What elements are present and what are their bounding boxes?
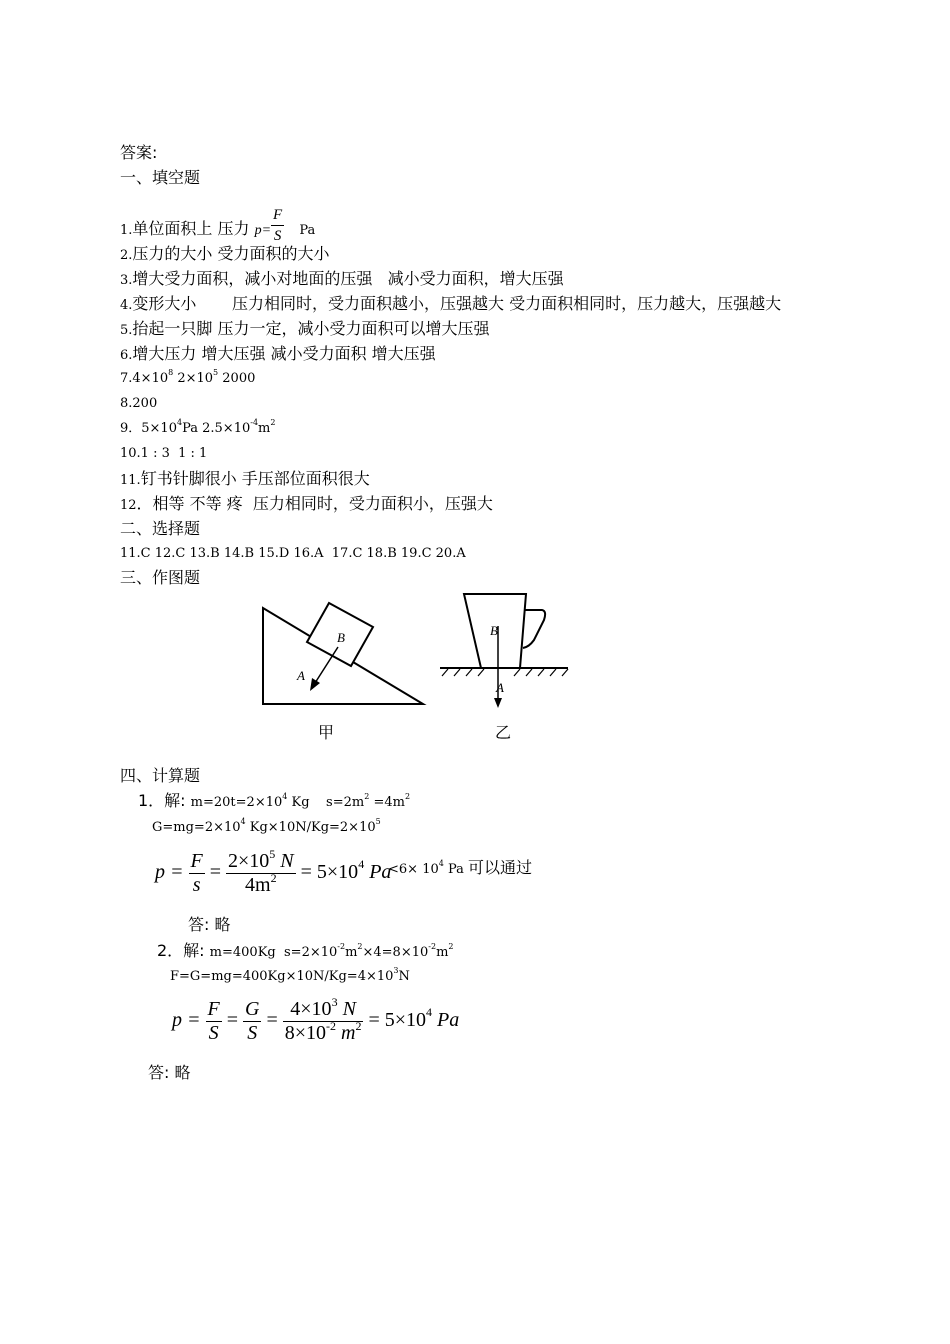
calc2-equation — [172, 995, 460, 1045]
calc2-eq-denexp: -2 — [326, 1019, 337, 1033]
calc2-eq-num: 4×10 — [290, 998, 332, 1020]
calc2-answer: 答: 略 — [148, 1063, 191, 1082]
calc1-eq-frac2-num — [226, 847, 296, 874]
calc1-l2b: Kg×10N/Kg=2×10 — [245, 820, 376, 835]
q1-p: p= — [254, 223, 272, 238]
pressure-arrowhead — [310, 678, 320, 691]
calc1-answer: 答: 略 — [188, 915, 231, 934]
q10-line: 10.1 : 3 1 : 1 — [120, 446, 208, 461]
q1-unit: Pa — [299, 223, 316, 238]
q2-num: 2. — [120, 248, 133, 263]
calc2-line1 — [157, 941, 453, 963]
ground-hatch — [442, 669, 568, 676]
calc2-eq-frac3 — [283, 995, 364, 1045]
calc1-cmp-e: 4 — [438, 859, 444, 868]
calc1-line2 — [152, 818, 381, 838]
q4-text: 变形大小 压力相同时，受力面积越小，压强越大 受力面积相同时，压力越大，压强越大 — [132, 294, 782, 313]
calc2-l1b: m — [345, 945, 358, 960]
calc2-eq-result: = 5×10 — [368, 1009, 427, 1032]
calc2-l1c: ×4=8×10 — [362, 945, 429, 960]
calc1-l1b: Kg s=2m — [287, 795, 365, 810]
q1-line — [120, 205, 315, 246]
choice-answers: 11.C 12.C 13.B 14.B 15.D 16.A 17.C 18.B 19.C 20.A — [120, 546, 466, 561]
q5-text: 抬起一只脚 压力一定，减小受力面积可以增大压强 — [132, 319, 490, 338]
q3-text: 增大受力面积，减小对地面的压强 减小受力面积，增大压强 — [132, 269, 564, 288]
calc1-eq-denexp: 2 — [270, 871, 277, 885]
calc1-eq-den: 4m — [245, 874, 271, 896]
section-choice-title: 二、选择题 — [120, 519, 201, 538]
calc2-l1d: m — [436, 945, 449, 960]
figure-cup — [436, 590, 572, 720]
calc2-label: 2．解: — [157, 941, 210, 960]
calc2-eq-frac2-num: G — [245, 998, 260, 1020]
calc1-eq-numunit: N — [275, 850, 294, 872]
calc2-eq-denunit: m — [336, 1022, 356, 1044]
calc2-eq-frac2-den: S — [247, 1022, 258, 1044]
calc2-l1e: -2 — [337, 942, 346, 951]
q11-text: 钉书针脚很小 手压部位面积很大 — [140, 469, 370, 488]
q6-line — [120, 344, 436, 366]
calc1-l2e: 4 — [240, 817, 246, 826]
calc2-l1a: m=400Kg s=2×10 — [209, 945, 338, 960]
q4-line — [120, 294, 781, 316]
calc1-eq-frac1 — [189, 850, 205, 897]
q12-line — [120, 494, 493, 516]
calc2-l1e3: -2 — [428, 942, 437, 951]
calc1-eq-frac2-den — [226, 871, 296, 897]
section-fill-blank-title: 一、填空题 — [120, 168, 201, 187]
section-calc-title: 四、计算题 — [120, 766, 201, 785]
calc2-eq-numexp: 3 — [331, 995, 338, 1009]
calc2-l1e2: 2 — [357, 942, 363, 951]
calc1-eq-runit: Pa — [364, 861, 392, 884]
q7-exp1: 8 — [168, 368, 174, 377]
q12-text: ．相等 不等 疼 压力相同时，受力面积小，压强大 — [136, 494, 493, 513]
calc2-l1e4: 2 — [448, 942, 454, 951]
q1-num: 1. — [120, 223, 133, 238]
calc1-l2a: G=mg=2×10 — [152, 820, 241, 835]
cup-pressure-arrowhead — [494, 698, 502, 708]
calc2-l2e: 3 — [393, 966, 399, 975]
calc2-given — [209, 942, 454, 960]
q7-c: 2000 — [218, 371, 256, 386]
calc2-eq-p: p = — [172, 1009, 201, 1032]
calc2-eq-runit: Pa — [432, 1009, 460, 1032]
calc2-eq-frac3-num — [283, 995, 364, 1022]
q6-num: 6. — [120, 348, 133, 363]
calc1-eq-frac2 — [226, 847, 296, 897]
q3-num: 3. — [120, 273, 133, 288]
calc1-eq-numexp: 5 — [269, 847, 276, 861]
calc1-cmp-text: 可以通过 — [468, 858, 533, 877]
q9-c: m — [258, 421, 271, 436]
q3-line — [120, 269, 564, 291]
calc1-l1e: 4 — [282, 792, 288, 801]
cup-handle — [523, 610, 545, 648]
fig2-caption: 乙 — [495, 723, 512, 742]
q9-exp2: -4 — [250, 418, 259, 427]
calc1-l2e2: 5 — [375, 817, 381, 826]
calc1-cmp-b: Pa — [443, 862, 469, 877]
calc1-eq-equals1: = — [209, 861, 221, 884]
calc1-eq-rexp: 4 — [358, 857, 365, 872]
q2-line — [120, 244, 330, 266]
q9-exp1: 4 — [176, 418, 183, 427]
calc1-eq-frac1-num: F — [190, 850, 203, 872]
fig1-caption: 甲 — [318, 723, 335, 742]
q8-line: 8.200 — [120, 396, 158, 411]
calc1-equation — [155, 847, 392, 897]
q9-exp3: 2 — [270, 418, 276, 427]
q1-frac-num: F — [271, 205, 284, 226]
calc1-eq-num: 2×10 — [228, 850, 270, 872]
calc1-eq-result: = 5×10 — [300, 861, 359, 884]
q7-line — [120, 369, 255, 389]
calc1-eq-frac1-den: s — [192, 874, 201, 896]
cup-label-b: B — [490, 623, 498, 638]
figure-incline — [255, 600, 435, 710]
incline-label-b: B — [337, 630, 345, 645]
calc1-label: 1．解: — [138, 791, 191, 810]
q12-num: 12 — [120, 498, 137, 513]
q6-text: 增大压力 增大压强 减小受力面积 增大压强 — [132, 344, 436, 363]
calc1-compare — [388, 855, 532, 878]
q11-num: 11. — [120, 473, 141, 488]
q1-text: 单位面积上 压力 — [132, 219, 255, 238]
q9-a: 9．5×10 — [120, 421, 177, 436]
answer-heading: 答案: — [120, 143, 158, 162]
calc2-l2b: N — [398, 969, 410, 984]
calc2-eq-denexp2: 2 — [355, 1019, 362, 1033]
calc2-eq-equals2: = — [266, 1009, 278, 1032]
calc2-eq-den: 8×10 — [284, 1022, 327, 1044]
calc2-l2a: F=G=mg=400Kg×10N/Kg=4×10 — [170, 969, 394, 984]
calc1-cmp-a: <6× 10 — [388, 862, 439, 877]
calc1-l1a: m=20t=2×10 — [190, 795, 283, 810]
q7-exp2: 5 — [213, 368, 219, 377]
q5-num: 5. — [120, 323, 133, 338]
q7-b: 2×10 — [173, 371, 214, 386]
calc2-eq-rexp: 4 — [426, 1005, 433, 1020]
q2-text: 压力的大小 受力面积的大小 — [132, 244, 330, 263]
calc2-eq-frac2 — [243, 998, 261, 1045]
q4-num: 4. — [120, 298, 133, 313]
q5-line — [120, 319, 490, 341]
q1-frac-den: S — [273, 228, 282, 244]
section-drawing-title: 三、作图题 — [120, 568, 201, 587]
calc1-l1e3: 2 — [404, 792, 411, 801]
q7-a: 7.4×10 — [120, 371, 169, 386]
calc1-given — [190, 792, 411, 810]
calc2-eq-frac1-num: F — [207, 998, 220, 1020]
calc1-l1e2: 2 — [364, 792, 370, 801]
q11-line — [120, 469, 370, 491]
calc2-eq-numunit: N — [337, 998, 356, 1020]
calc2-eq-frac3-den — [283, 1019, 364, 1045]
q9-b: Pa 2.5×10 — [182, 421, 251, 436]
incline-label-a: A — [297, 668, 305, 683]
calc2-eq-frac1-den: S — [208, 1022, 219, 1044]
q1-fraction — [271, 205, 284, 246]
calc1-l1c: =4m — [369, 795, 405, 810]
calc2-eq-frac1 — [206, 998, 222, 1045]
calc2-eq-equals1: = — [226, 1009, 238, 1032]
q9-line — [120, 419, 275, 439]
calc2-line2 — [170, 967, 410, 987]
calc1-line1 — [138, 791, 410, 813]
calc1-eq-p: p = — [155, 861, 184, 884]
cup-label-a: A — [496, 680, 504, 695]
